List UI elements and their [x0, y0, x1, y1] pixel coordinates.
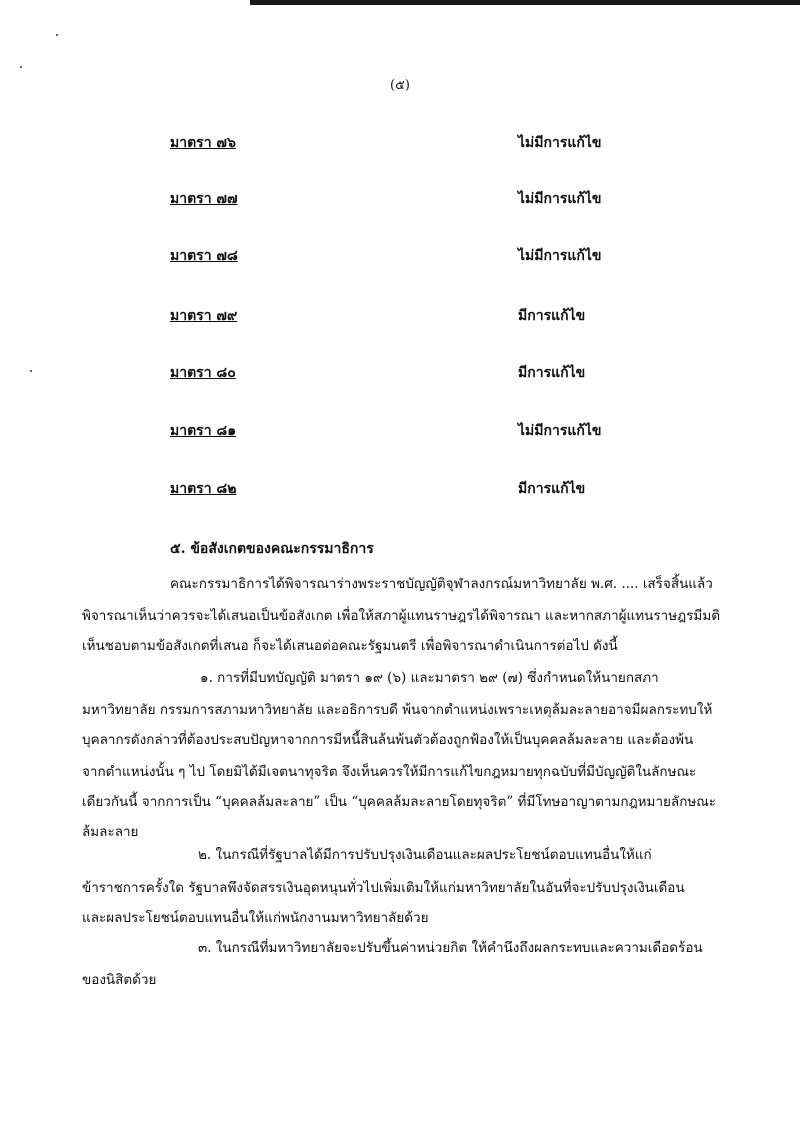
item1-line: เดียวกันนี้ จากการเป็น “บุคคลล้มละลาย” เป็น “บุคคลล้มละลายโดยทุจริต” ที่มีโทษอาญาตามกฎหมายลักษณะ	[82, 794, 717, 810]
section-status: ไม่มีการแก้ไข	[518, 191, 602, 207]
section-row	[170, 132, 690, 156]
scan-speck	[30, 370, 32, 372]
item1-line: บุคลากรดังกล่าวที่ต้องประสบปัญหาจากการมีหนี้สินล้นพ้นตัวต้องถูกฟ้องให้เป็นบุคคลล้มละลาย และต้องพ้น	[82, 732, 694, 748]
section-label: มาตรา ๗๙	[170, 308, 238, 324]
item2-line: ๒. ในกรณีที่รัฐบาลได้มีการปรับปรุงเงินเดือนและผลประโยชน์ตอบแทนอื่นให้แก่	[198, 847, 652, 863]
item1-line: ล้มละลาย	[82, 824, 139, 840]
scan-top-border	[250, 0, 800, 5]
item1-line: มหาวิทยาลัย กรรมการสภามหาวิทยาลัย และอธิการบดี พ้นจากตำแหน่งเพราะเหตุล้มละลายอาจมีผลกระทบให้	[82, 702, 713, 718]
section-label: มาตรา ๗๘	[170, 248, 238, 264]
section-label: มาตรา ๘๒	[170, 481, 237, 497]
intro-line: คณะกรรมาธิการได้พิจารณาร่างพระราชบัญญัติจุฬาลงกรณ์มหาวิทยาลัย พ.ศ. .... เสร็จสิ้นแล้ว	[170, 576, 713, 592]
section-status: มีการแก้ไข	[518, 308, 586, 324]
page-number: (๕)	[390, 78, 410, 93]
scan-speck	[56, 34, 58, 36]
section-row	[170, 245, 690, 269]
item2-line: และผลประโยชน์ตอบแทนอื่นให้แก่พนักงานมหาวิทยาลัยด้วย	[82, 910, 429, 926]
section-label: มาตรา ๘๑	[170, 423, 237, 439]
section-label: มาตรา ๗๗	[170, 191, 238, 207]
section-row	[170, 478, 690, 502]
section-row	[170, 188, 690, 212]
scan-speck	[20, 66, 22, 68]
section-status: ไม่มีการแก้ไข	[518, 423, 602, 439]
item1-line: ๑. การที่มีบทบัญญัติ มาตรา ๑๙ (๖) และมาตรา ๒๙ (๗) ซึ่งกำหนดให้นายกสภา	[200, 670, 659, 686]
section-status: มีการแก้ไข	[518, 365, 586, 381]
item3-line: ๓. ในกรณีที่มหาวิทยาลัยจะปรับขึ้นค่าหน่วยกิต ให้คำนึงถึงผลกระทบและความเดือดร้อน	[198, 940, 703, 956]
section-row	[170, 420, 690, 444]
section-label: มาตรา ๘๐	[170, 365, 236, 381]
intro-line: พิจารณาเห็นว่าควรจะได้เสนอเป็นข้อสังเกต เพื่อให้สภาผู้แทนราษฎรได้พิจารณา และหากสภาผู้แทนราษฎรมีมติ	[82, 608, 721, 624]
section-row	[170, 305, 690, 329]
item2-line: ข้าราชการครั้งใด รัฐบาลพึงจัดสรรเงินอุดหนุนทั่วไปเพิ่มเติมให้แก่มหาวิทยาลัยในอันที่จะปรับปรุงเงินเดือน	[82, 880, 685, 896]
section-label: มาตรา ๗๖	[170, 135, 236, 151]
section-status: ไม่มีการแก้ไข	[518, 248, 602, 264]
intro-line: เห็นชอบตามข้อสังเกตที่เสนอ ก็จะได้เสนอต่อคณะรัฐมนตรี เพื่อพิจารณาดำเนินการต่อไป ดังนี้	[82, 638, 618, 654]
section-status: มีการแก้ไข	[518, 481, 586, 497]
section-status: ไม่มีการแก้ไข	[518, 135, 602, 151]
item3-line: ของนิสิตด้วย	[82, 972, 157, 988]
section-row	[170, 362, 690, 386]
item1-line: จากตำแหน่งนั้น ๆ ไป โดยมิได้มีเจตนาทุจริต จึงเห็นควรให้มีการแก้ไขกฎหมายทุกฉบับที่มีบัญญัติในลักษณะ	[82, 764, 697, 780]
observations-heading: ๕. ข้อสังเกตของคณะกรรมาธิการ	[170, 541, 374, 557]
